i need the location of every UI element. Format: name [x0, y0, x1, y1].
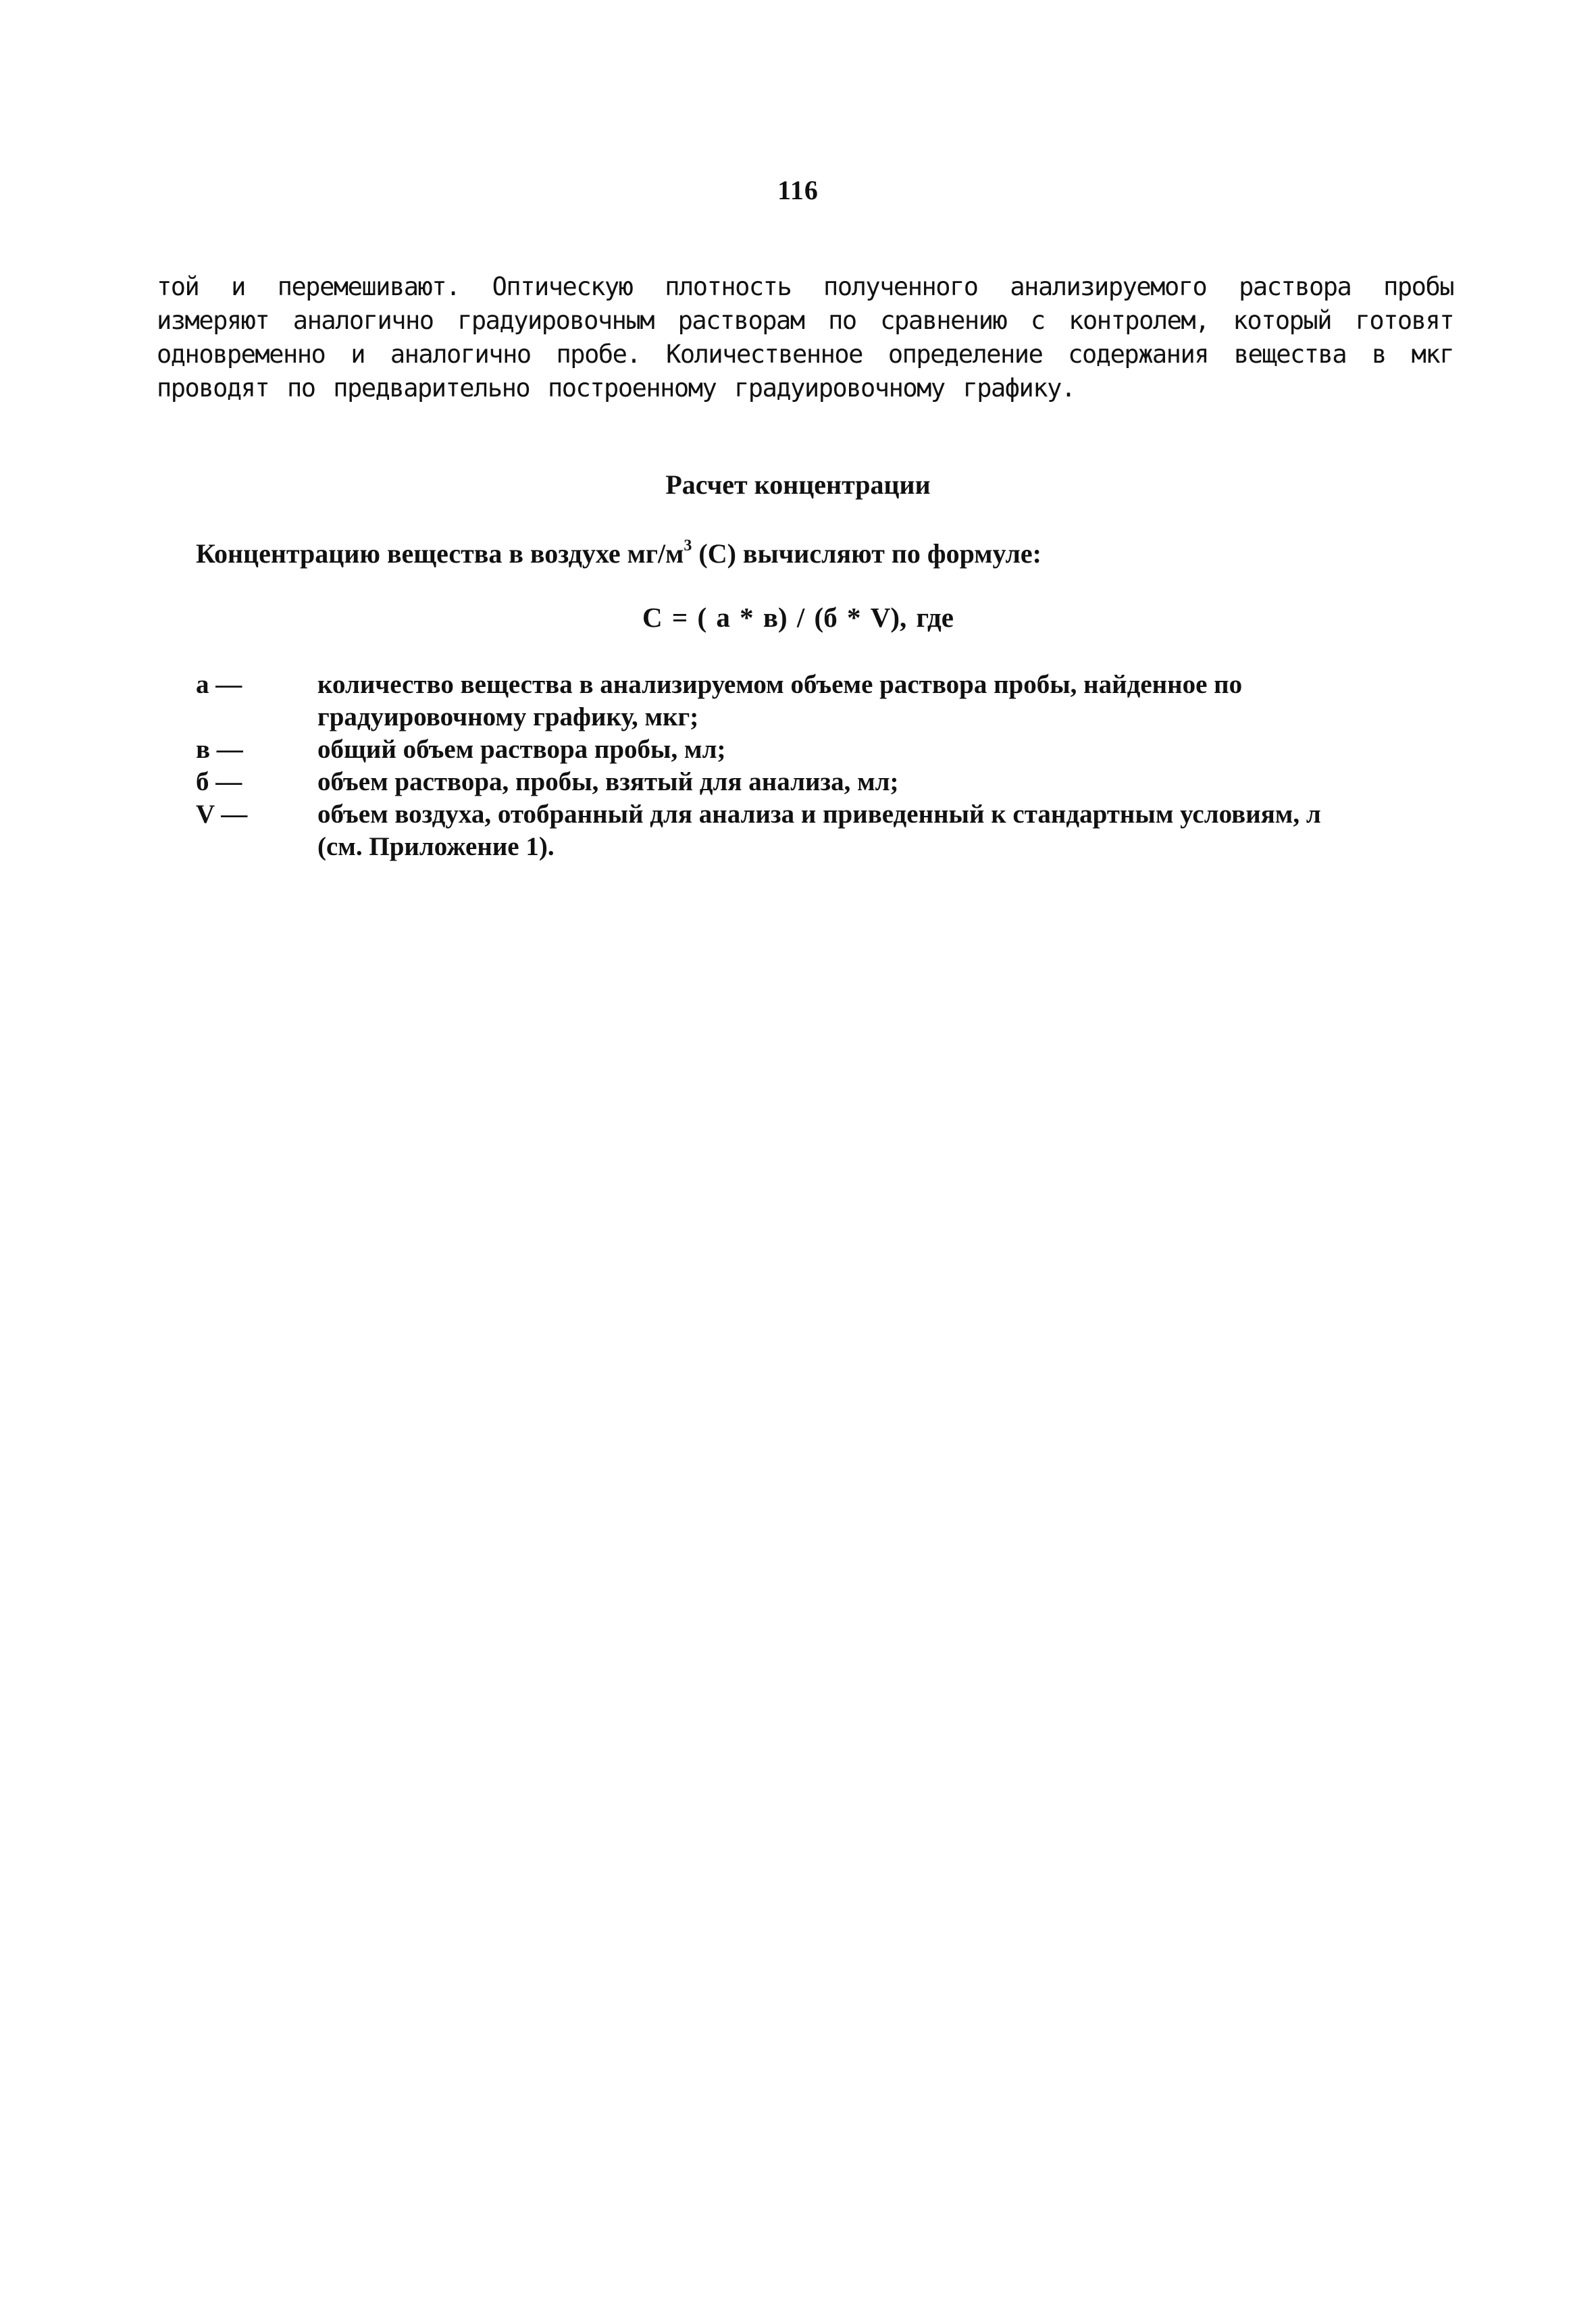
- legend-description: общий объем раствора пробы, мл;: [317, 735, 726, 764]
- legend-row-v: [196, 734, 1344, 766]
- formula-intro: [196, 538, 1041, 569]
- formula-intro-text: Концентрацию вещества в воздухе мг/м: [196, 538, 684, 569]
- formula: С = ( а * в) / (б * V), где: [642, 602, 954, 633]
- formula-intro-exponent: 3: [684, 537, 692, 555]
- legend-symbol: в —: [196, 735, 243, 764]
- legend-description: количество вещества в анализируемом объеме раствора пробы, найденное по градуировочному графику, мкг;: [317, 670, 1243, 731]
- legend-symbol: V —: [196, 800, 248, 829]
- legend-row-volume: [196, 798, 1344, 863]
- legend-description: объем раствора, пробы, взятый для анализа, мл;: [317, 767, 899, 796]
- intro-paragraph: той и перемешивают. Оптическую плотность полученного анализируемого раствора пробы измеряют аналогично градуировочным растворам по сравнению с контролем, который готовят одновременно и аналогично пробе. Количественное определение содержания вещества в мкг проводят по предварительно построенному градуировочному графику.: [157, 272, 1453, 403]
- formula-intro-tail: (С) вычисляют по формуле:: [692, 538, 1041, 569]
- legend-description: объем воздуха, отобранный для анализа и приведенный к стандартным условиям, л (см. Приложение 1).: [317, 800, 1321, 861]
- legend-row-a: [196, 669, 1344, 734]
- legend-row-b: [196, 766, 1344, 798]
- section-heading: Расчет концентрации: [665, 469, 931, 500]
- variable-legend: [196, 669, 1344, 863]
- legend-symbol: а —: [196, 670, 242, 699]
- page-number: 116: [777, 175, 819, 205]
- legend-symbol: б —: [196, 767, 242, 796]
